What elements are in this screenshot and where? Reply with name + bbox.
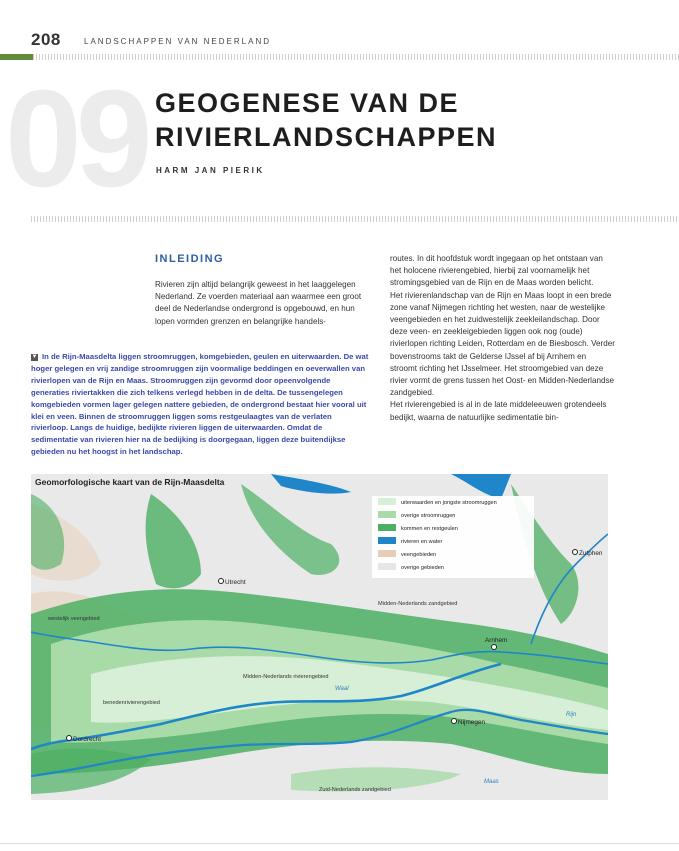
region-midden-rivierengebied: Midden-Nederlands rivierengebied — [243, 674, 329, 680]
region-westelijk-veengebied: westelijk veengebied — [48, 616, 100, 622]
arrow-down-icon: ▼ — [31, 354, 38, 360]
section-tick-rule — [31, 216, 679, 222]
legend-item: rivieren en water — [378, 537, 442, 547]
chapter-title-line2: RIVIERLANDSCHAPPEN — [155, 122, 498, 152]
region-benedenrivierengebied: benedenrivierengebied — [103, 700, 160, 706]
running-title: LANDSCHAPPEN VAN NEDERLAND — [84, 37, 271, 46]
river-label-maas: Maas — [484, 779, 499, 785]
page-number: 208 — [31, 30, 61, 49]
body-paragraph: Het rivierenlandschap van de Rijn en Maas loopt in een brede zone vanaf Nijmegen richting het westen, naar de westelijke veengebieden en het zuidwestelijk zeekleilandschap. Door deze veen- en zeekleigebieden liggen ook nog (oude) rivierlopen richting Leiden, Rotterdam en de Biesbosch. Verder bovenstrooms takt de Gelderse IJssel af bij Arnhem en stroomt richting het IJsselmeer. Het stroomgebied van deze rivier vormt de grens tussen het Oost- en Midden-Nederlandse zandgebied. — [390, 290, 615, 398]
map-legend — [372, 496, 534, 578]
body-paragraph: Het rivierengebied is al in de late middeleeuwen grotendeels bedijkt, waarna de natuurlijke sedimentatie bin- — [390, 400, 607, 422]
section-heading: INLEIDING — [155, 253, 225, 265]
green-accent-bar — [0, 54, 33, 60]
body-column-2 — [390, 253, 615, 424]
region-zuid-zandgebied: Zuid-Nederlands zandgebied — [319, 787, 391, 793]
chapter-number: 09 — [5, 62, 147, 216]
top-tick-rule — [0, 54, 679, 60]
place-dordrecht: Dordrecht — [66, 735, 101, 743]
region-midden-zandgebied: Midden-Nederlands zandgebied — [378, 601, 458, 607]
legend-item: uiterwaarden en jongste stroomruggen — [378, 498, 497, 508]
bottom-rule — [0, 843, 679, 844]
map-title: Geomorfologische kaart van de Rijn-Maasdelta — [35, 477, 225, 487]
author-name: HARM JAN PIERIK — [156, 166, 265, 175]
legend-item: veengebieden — [378, 550, 436, 560]
caption-text: In de Rijn-Maasdelta liggen stroomruggen, komgebieden, geulen en uiterwaarden. De wat hoger gelegen en vrij zandige stroomruggen zijn voormalige beddingen en oeverwallen van rivierlopen van de Rijn en Maas. Stroomruggen zijn gevormd door opeenvolgende generaties riviertakken die zich telkens verlegd hebben in de delta. De tussengelegen komgebieden vormen lager gelegen nattere gebieden, de ondergrond bestaat hier vooral uit klei en veen. Binnen de stroomruggen liggen soms restgeulaagtes van de verlaten rivierloop. Langs de huidige, bedijkte rivieren liggen de uiterwaarden. Omdat de sedimentatie van rivieren hier na de bedijking is doorgegaan, liggen deze buitendijkse gebieden nu het hoogst in het landschap. — [31, 352, 369, 457]
chapter-title-line1: GEOGENESE VAN DE — [155, 88, 460, 118]
river-label-waal: Waal — [335, 686, 349, 692]
figure-caption — [31, 351, 371, 458]
place-arnhem: Arnhem — [485, 637, 507, 652]
legend-item: kommen en restgeulen — [378, 524, 458, 534]
legend-item: overige stroomruggen — [378, 511, 455, 521]
body-column-1: Rivieren zijn altijd belangrijk geweest in het laaggelegen Nederland. Ze voerden materiaal aan waarmee een groot deel de Nederlandse ondergrond is opgebouwd, en hun lopen vormden grenzen en belangrijke handels- — [155, 280, 362, 326]
river-label-rijn: Rijn — [566, 712, 577, 718]
place-utrecht: Utrecht — [218, 578, 246, 586]
place-nijmegen: Nijmegen — [451, 718, 485, 726]
chapter-title — [155, 86, 615, 154]
body-paragraph: routes. In dit hoofdstuk wordt ingegaan op het ontstaan van het holocene rivierengebied, hierbij zal voornamelijk het stromingsgebied van de Rijn en de Maas worden belicht. — [390, 254, 603, 288]
place-zutphen: Zutphen — [572, 549, 602, 557]
legend-item: overige gebieden — [378, 563, 444, 573]
